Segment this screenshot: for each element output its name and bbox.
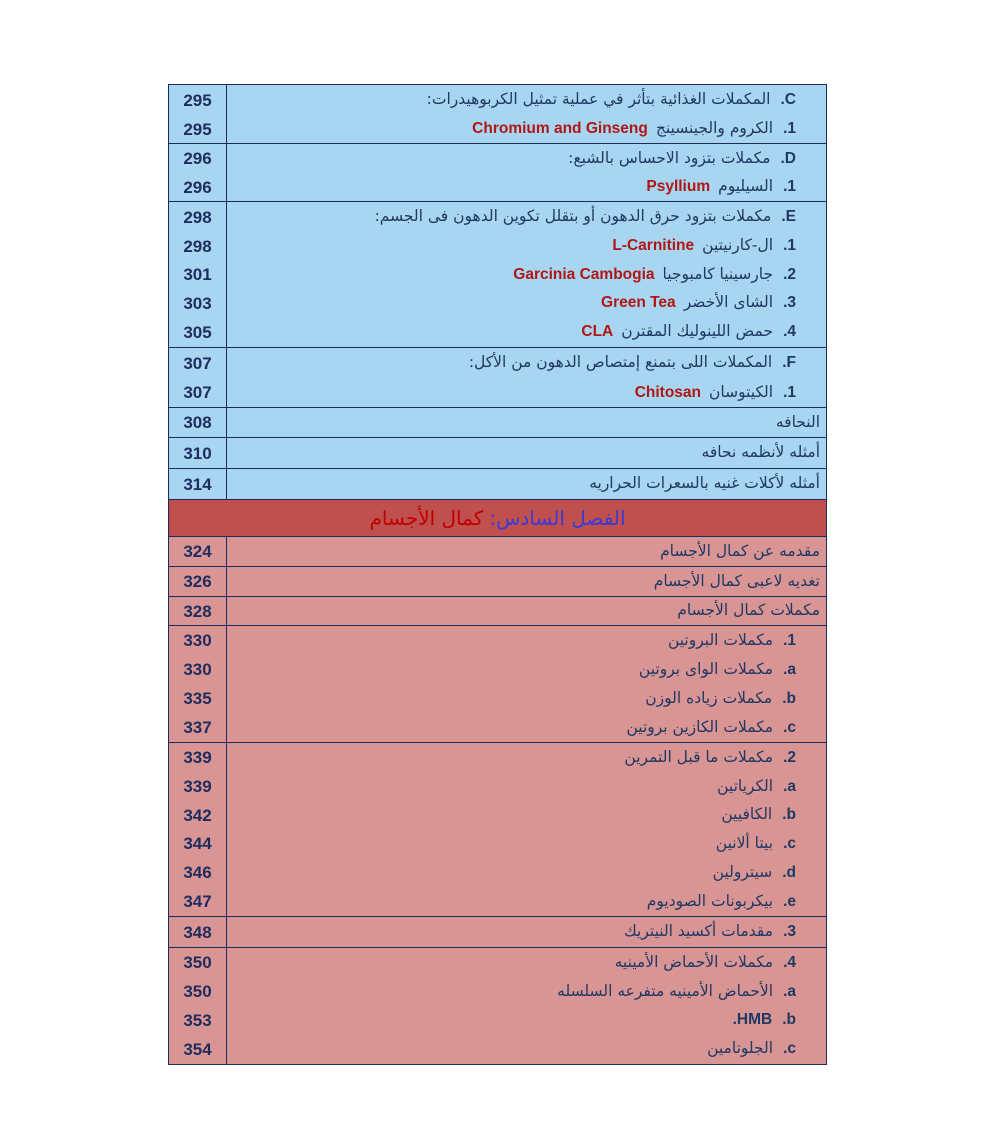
english-term: L-Carnitine (612, 237, 695, 255)
toc-entry (227, 232, 826, 260)
list-marker: 2. (783, 748, 796, 766)
page-number: 295 (183, 119, 212, 139)
toc-heading (227, 917, 826, 947)
entry-text: مكملات ما قبل التمرين (624, 747, 774, 766)
list-marker: C. (780, 91, 796, 109)
entry-text: مكملات بتزود الاحساس بالشبع: (568, 148, 771, 167)
page-number: 337 (183, 718, 212, 737)
entry-text: النحافه (775, 412, 820, 431)
toc-group-nitric-oxide (168, 916, 827, 947)
toc-row-nutrition (168, 566, 827, 596)
toc-row-intro (168, 536, 827, 566)
list-marker: 4. (783, 953, 796, 971)
entry-text: جارسينيا كامبوجيا (662, 264, 774, 283)
list-marker: 4. (783, 323, 796, 341)
page-number: 305 (183, 322, 212, 342)
list-marker: b. (782, 689, 796, 707)
list-marker: a. (783, 982, 796, 1000)
page-number: 314 (183, 474, 212, 494)
page-number: 335 (183, 689, 212, 708)
list-marker: E. (781, 208, 796, 226)
page-number: 310 (183, 443, 212, 463)
page-number: 342 (183, 805, 212, 825)
page-number: 339 (183, 777, 212, 796)
english-term: Garcinia Cambogia (513, 265, 655, 283)
page-number: 350 (183, 953, 212, 972)
entry-text: الجلوتامين (707, 1039, 774, 1058)
list-marker: 1. (783, 383, 796, 401)
entry-text: الأحماض الأمينيه متفرعه السلسله (557, 981, 774, 1000)
entry-text: السيليوم (718, 177, 774, 196)
toc-entry (227, 887, 826, 916)
page-number: 346 (183, 863, 212, 882)
english-term: HMB. (732, 1011, 773, 1029)
page-number: 303 (183, 293, 212, 313)
entry-text: مكملات الكازين بروتين (626, 717, 774, 736)
toc-entry (227, 115, 826, 143)
entry-text: مقدمات أكسيد النيتريك (623, 922, 774, 941)
list-marker: 3. (783, 294, 796, 312)
list-marker: c. (783, 1040, 796, 1058)
page-number: 324 (183, 542, 212, 561)
english-term: CLA (581, 323, 614, 341)
toc-heading (227, 144, 826, 173)
toc-entry (227, 655, 826, 684)
toc-entry (227, 713, 826, 742)
page-number: 330 (183, 631, 212, 650)
page-number: 308 (183, 413, 212, 432)
entry-text: مكملات بتزود حرق الدهون أو بتقلل تكوين الدهون فى الجسم: (374, 207, 772, 226)
toc-heading (227, 202, 826, 232)
toc-entry (227, 317, 826, 347)
list-marker: 1. (783, 178, 796, 196)
toc-entry (227, 1006, 826, 1034)
page-number: 296 (183, 177, 212, 197)
list-marker: a. (783, 660, 796, 678)
toc-entry (227, 684, 826, 713)
toc-entry (227, 829, 826, 858)
toc-entry (227, 260, 826, 289)
entry-text: حمض اللينوليك المقترن (621, 322, 774, 341)
toc-row-thinness (168, 407, 827, 437)
entry-text: أمثله لأكلات غنيه بالسعرات الحراريه (589, 474, 820, 493)
page-number: 301 (183, 265, 212, 284)
page-number: 330 (183, 660, 212, 679)
entry-text: مكملات البروتين (667, 630, 774, 649)
toc-row-supplements (168, 596, 827, 625)
list-marker: 3. (783, 923, 796, 941)
toc-entry (227, 378, 826, 407)
toc-heading (227, 948, 826, 977)
entry-text: ال-كارنيتين (702, 236, 774, 255)
english-term: Green Tea (601, 294, 676, 312)
toc-group-c (168, 84, 827, 143)
entry-text: مكملات الأحماض الأمينيه (614, 952, 774, 971)
toc-group-f (168, 347, 827, 407)
toc-group-e (168, 201, 827, 347)
list-marker: 1. (783, 237, 796, 255)
page-number: 328 (183, 601, 212, 621)
page-number: 348 (183, 922, 212, 942)
list-marker: D. (780, 149, 796, 167)
list-marker: a. (783, 777, 796, 795)
table-of-contents (168, 84, 827, 1065)
list-marker: 1. (783, 631, 796, 649)
toc-row-thinness-examples (168, 437, 827, 468)
chapter-title: كمال الأجسام (369, 506, 484, 530)
list-marker: F. (782, 354, 796, 372)
page-number: 354 (183, 1039, 212, 1059)
list-marker: e. (783, 892, 796, 910)
page-number: 296 (183, 149, 212, 168)
entry-text: مكملات كمال الأجسام (677, 601, 820, 620)
english-term: Psyllium (646, 178, 711, 196)
toc-entry (227, 801, 826, 829)
entry-text: المكملات الغذائية بتأثر في عملية تمثيل الكربوهيدرات: (426, 90, 771, 109)
toc-group-amino (168, 947, 827, 1065)
entry-text: بيتا ألانين (715, 833, 774, 852)
page-number: 307 (183, 353, 212, 373)
list-marker: b. (782, 1011, 796, 1029)
toc-heading (227, 743, 826, 772)
chapter-heading (168, 499, 827, 536)
entry-text: المكملات اللى بتمنع إمتصاص الدهون من الأكل: (468, 353, 773, 372)
entry-text: الكيتوسان (709, 382, 774, 401)
page-number: 295 (183, 90, 212, 110)
entry-text: الشاى الأخضر (683, 293, 774, 312)
toc-group-protein (168, 625, 827, 742)
toc-entry (227, 289, 826, 317)
list-marker: b. (782, 806, 796, 824)
list-marker: 2. (783, 265, 796, 283)
list-marker: c. (783, 834, 796, 852)
english-term: Chromium and Ginseng (472, 120, 648, 138)
page-number: 350 (183, 982, 212, 1001)
page-number: 298 (183, 236, 212, 256)
toc-entry (227, 977, 826, 1006)
page-number: 353 (183, 1010, 212, 1030)
entry-text: أمثله لأنظمه نحافه (701, 443, 820, 462)
toc-group-d (168, 143, 827, 201)
english-term: Chitosan (634, 383, 702, 401)
entry-text: بيكربونات الصوديوم (646, 891, 774, 910)
toc-heading (227, 626, 826, 655)
page-number: 298 (183, 207, 212, 227)
list-marker: d. (782, 863, 796, 881)
entry-text: مقدمه عن كمال الأجسام (660, 541, 820, 560)
entry-text: مكملات زياده الوزن (645, 688, 773, 707)
page-number: 339 (183, 748, 212, 767)
toc-entry (227, 858, 826, 887)
list-marker: c. (783, 718, 796, 736)
list-marker: 1. (783, 120, 796, 138)
entry-text: سيترولين (712, 862, 773, 881)
page-number: 347 (183, 892, 212, 911)
toc-heading (227, 85, 826, 115)
toc-group-preworkout (168, 742, 827, 916)
entry-text: الكرياتين (717, 776, 774, 795)
entry-text: تغديه لاعبى كمال الأجسام (653, 571, 820, 590)
page-number: 307 (183, 383, 212, 402)
page-number: 344 (183, 834, 212, 853)
entry-text: الكروم والجينسينج (655, 119, 774, 138)
entry-text: الكافيين (721, 805, 773, 824)
chapter-number: الفصل السادس: (489, 506, 626, 530)
entry-text: مكملات الواى بروتين (638, 659, 774, 678)
toc-heading (227, 348, 826, 378)
toc-entry (227, 1034, 826, 1064)
toc-entry (227, 173, 826, 201)
page-number: 326 (183, 572, 212, 591)
toc-row-calorie-meals (168, 468, 827, 499)
toc-entry (227, 772, 826, 801)
